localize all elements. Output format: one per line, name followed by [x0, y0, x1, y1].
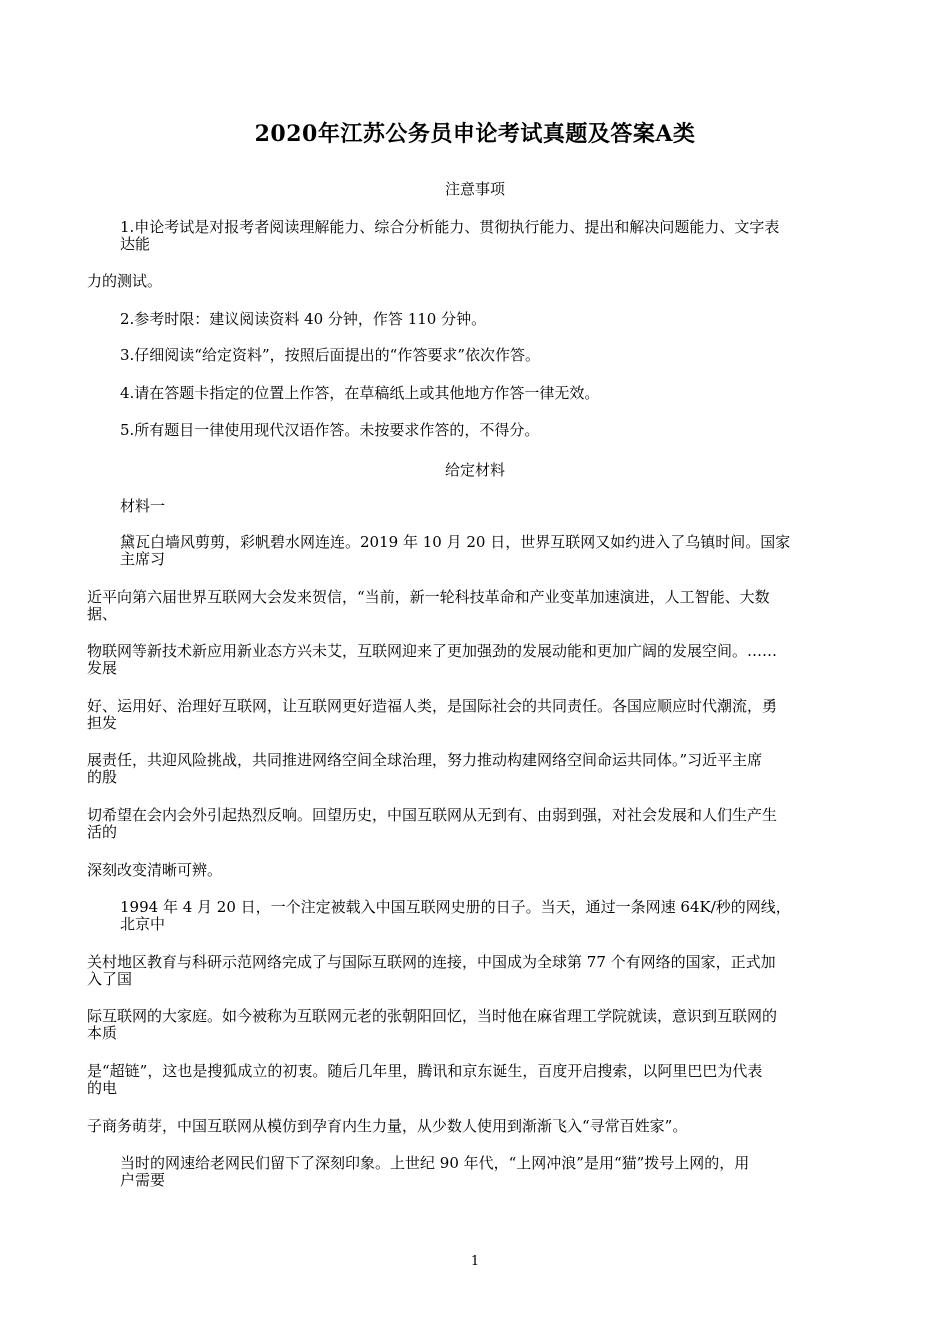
body-line-wrap: 发展: [87, 659, 118, 677]
body-line: 深刻改变清晰可辨。: [87, 861, 223, 879]
body-line: 1994 年 4 月 20 日，一个注定被载入中国互联网史册的日子。当天，通过一条网速 64K/秒的网线，: [120, 898, 791, 916]
body-line: 子商务萌芽，中国互联网从模仿到孕育内生力量，从少数人使用到渐渐飞入“寻常百姓家”。: [87, 1117, 688, 1135]
notice-item-2: 2.参考时限：建议阅读资料 40 分钟，作答 110 分钟。: [120, 310, 487, 328]
body-line: 近平向第六届世界互联网大会发来贺信，“当前，新一轮科技革命和产业变革加速演进，人工智能、大数: [87, 588, 770, 606]
material-one-label: 材料一: [120, 497, 166, 515]
body-line: 黛瓦白墙风剪剪，彩帆碧水网连连。2019 年 10 月 20 日，世界互联网又如约进入了乌镇时间。国家: [120, 533, 791, 551]
notice-item-1-cont: 力的测试。: [87, 272, 163, 290]
notice-item-4: 4.请在答题卡指定的位置上作答，在草稿纸上或其他地方作答一律无效。: [120, 384, 600, 402]
page-title: 2020年江苏公务员申论考试真题及答案A类: [254, 121, 696, 147]
body-line-wrap: 北京中: [120, 915, 166, 933]
body-line-wrap: 活的: [87, 823, 118, 841]
body-line-wrap: 担发: [87, 714, 118, 732]
body-line: 关村地区教育与科研示范网络完成了与国际互联网的连接，中国成为全球第 77 个有网络的国家，正式加: [87, 953, 776, 971]
body-line: 当时的网速给老网民们留下了深刻印象。上世纪 90 年代，“上网冲浪”是用“猫”拨号上网的，用: [120, 1154, 750, 1172]
notice-item-5: 5.所有题目一律使用现代汉语作答。未按要求作答的，不得分。: [120, 421, 540, 439]
body-line: 物联网等新技术新应用新业态方兴未艾，互联网迎来了更加强劲的发展动能和更加广阔的发展空间。……: [87, 642, 778, 660]
page-number: 1: [470, 1254, 480, 1269]
body-line: 切希望在会内会外引起热烈反响。回望历史，中国互联网从无到有、由弱到强，对社会发展和人们生产生: [87, 806, 778, 824]
body-line: 际互联网的大家庭。如今被称为互联网元老的张朝阳回忆，当时他在麻省理工学院就读，意识到互联网的: [87, 1007, 778, 1025]
body-line-wrap: 本质: [87, 1024, 118, 1042]
body-line-wrap: 的电: [87, 1079, 118, 1097]
body-line: 展责任，共迎风险挑战，共同推进网络空间全球治理，努力推动构建网络空间命运共同体。”习近平主席: [87, 751, 763, 769]
body-line-wrap: 据、: [87, 605, 118, 623]
notice-item-1: 1.申论考试是对报考者阅读理解能力、综合分析能力、贯彻执行能力、提出和解决问题能力、文字表: [120, 218, 780, 236]
body-line-wrap: 户需要: [120, 1171, 166, 1189]
notice-heading: 注意事项: [444, 180, 505, 198]
materials-heading: 给定材料: [444, 461, 505, 479]
body-line-wrap: 的殷: [87, 768, 118, 786]
body-line: 好、运用好、治理好互联网，让互联网更好造福人类，是国际社会的共同责任。各国应顺应时代潮流，勇: [87, 697, 778, 715]
body-line: 是“超链”，这也是搜狐成立的初衷。随后几年里，腾讯和京东诞生，百度开启搜索，以阿里巴巴为代表: [87, 1062, 763, 1080]
body-line-wrap: 主席习: [120, 550, 166, 568]
notice-item-1-wrap: 达能: [120, 235, 151, 253]
body-line-wrap: 入了国: [87, 970, 133, 988]
notice-item-3: 3.仔细阅读“给定资料”，按照后面提出的“作答要求”依次作答。: [120, 346, 540, 364]
